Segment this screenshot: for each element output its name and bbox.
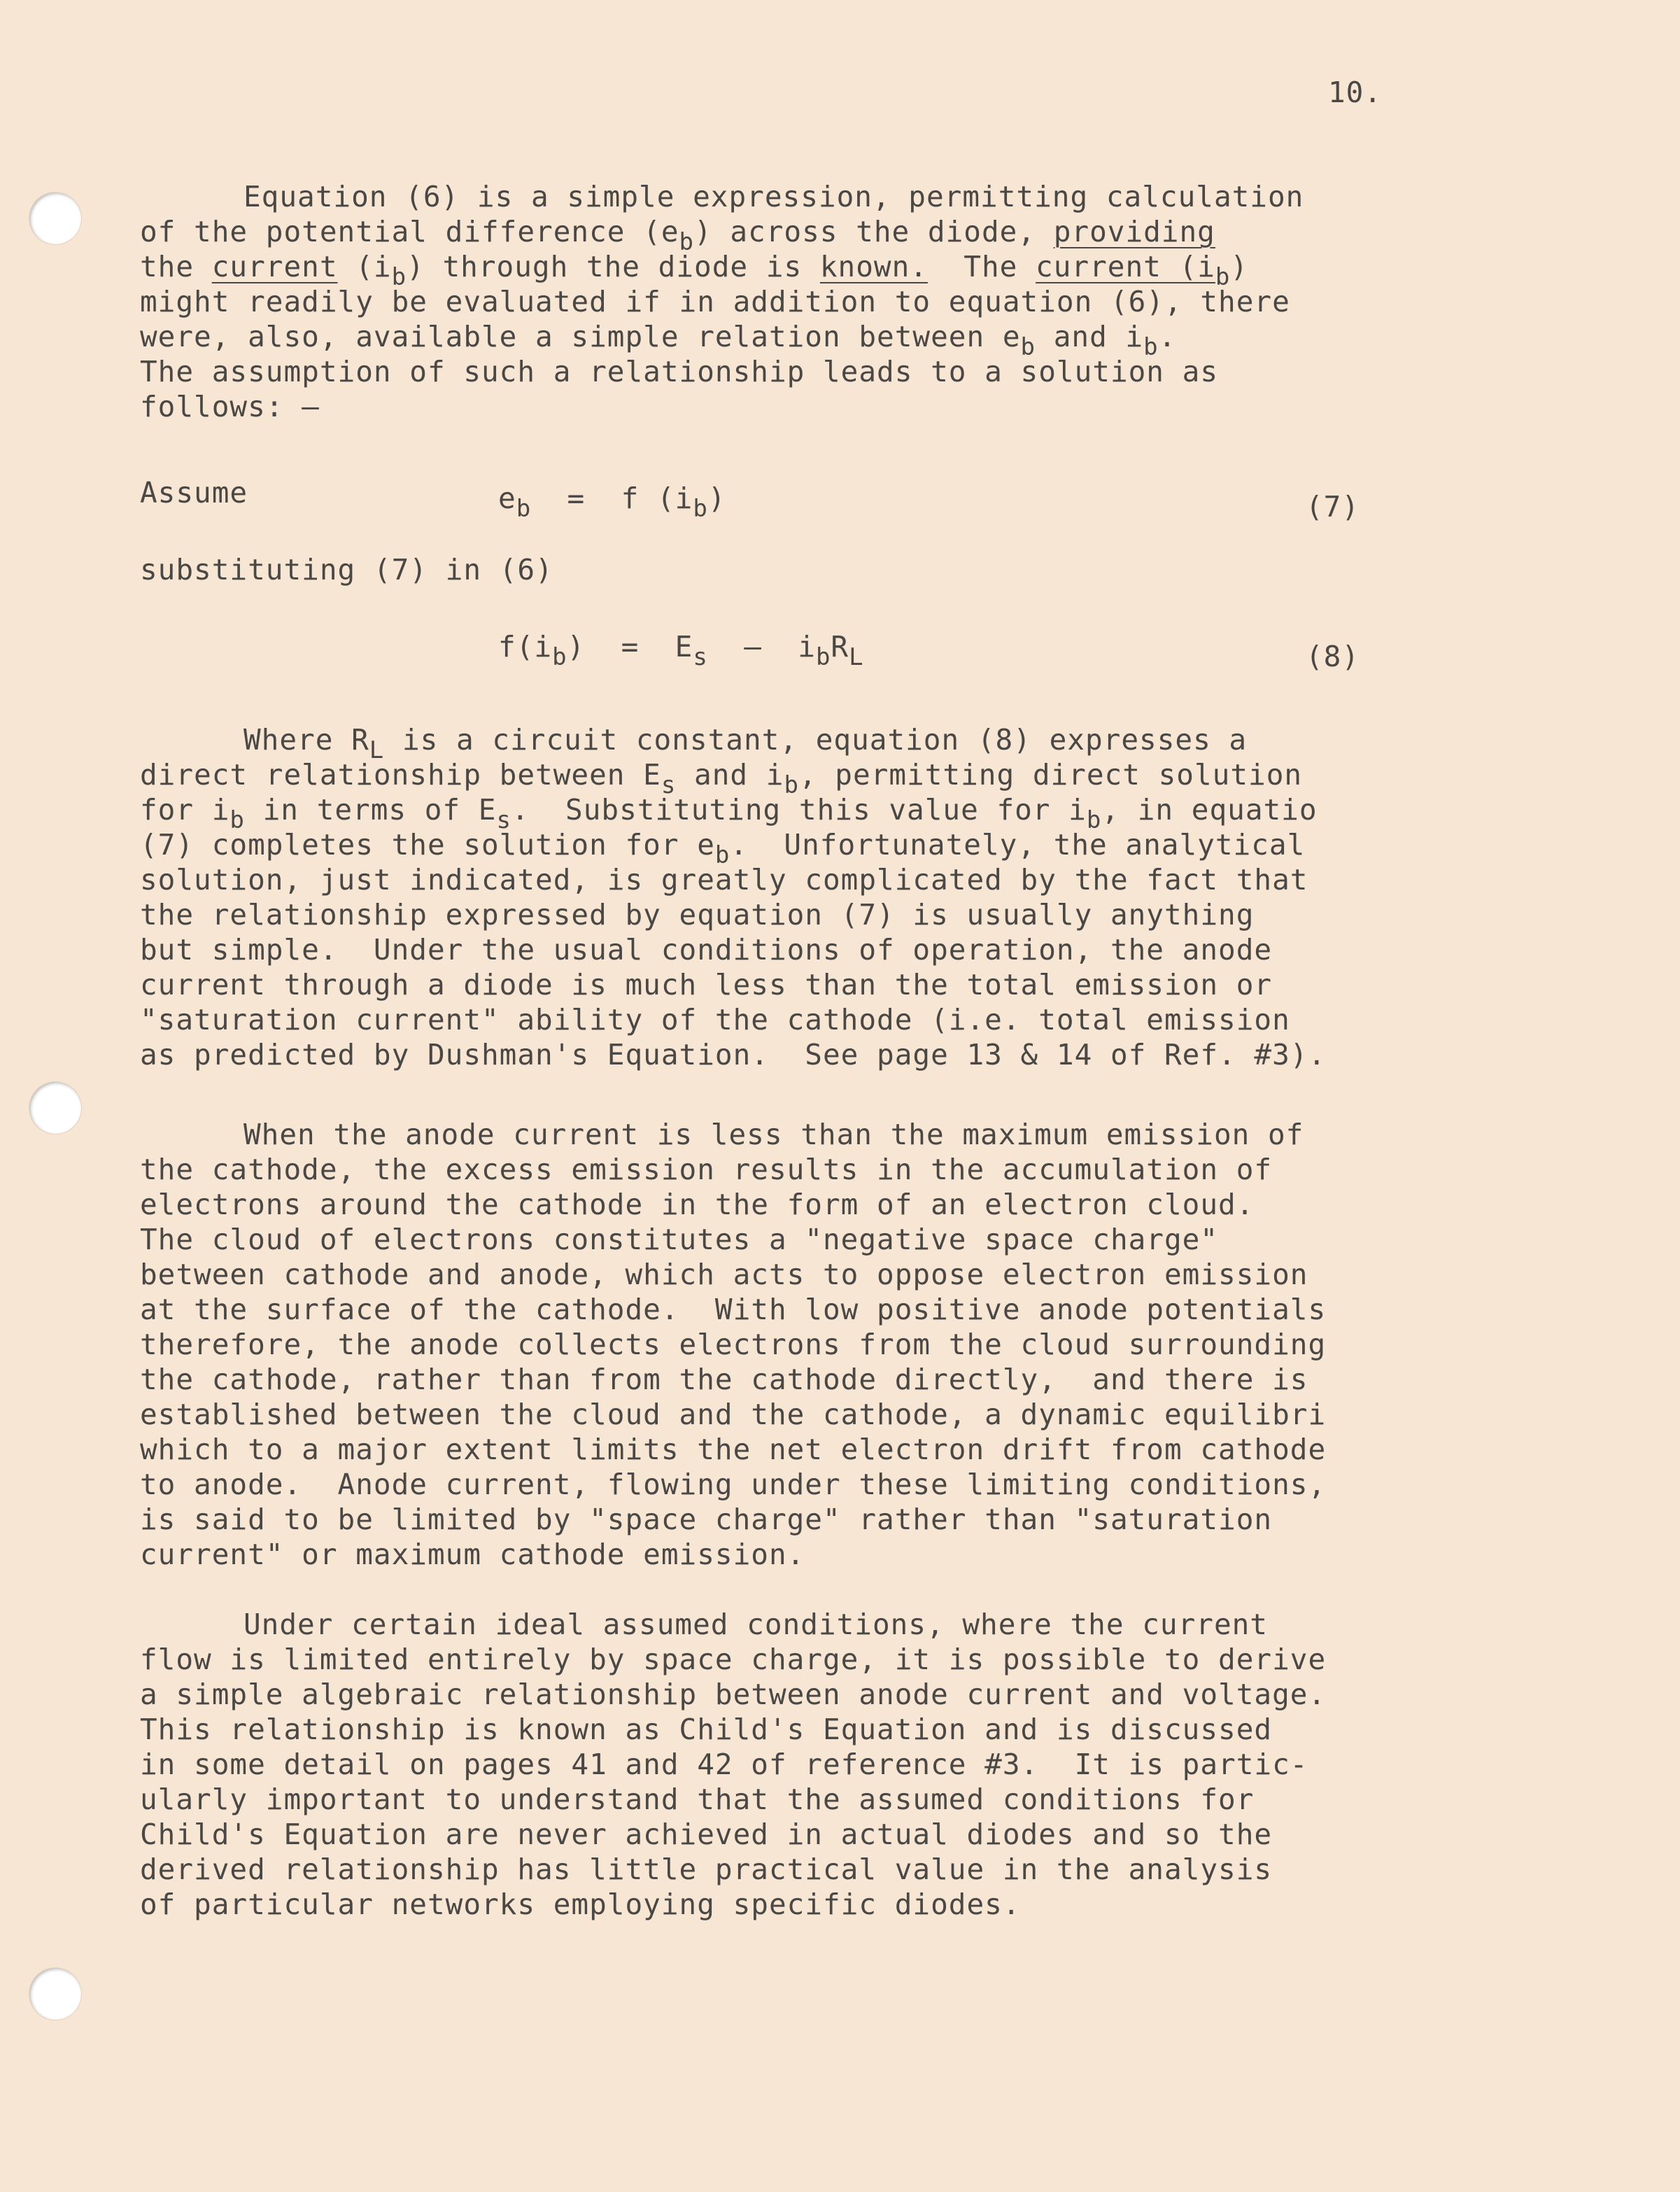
text-line: follows: — xyxy=(140,390,320,423)
text-line: as predicted by Dushman's Equation. See page 13 & 14 of Ref. #3). xyxy=(140,1038,1327,1072)
text-line: established between the cloud and the cathode, a dynamic equilibri xyxy=(140,1398,1327,1431)
binder-hole-middle xyxy=(29,1082,81,1134)
text-line: Under certain ideal assumed conditions, where the current xyxy=(243,1608,1268,1641)
text-line: The cloud of electrons constitutes a "negative space charge" xyxy=(140,1223,1219,1256)
text-line: current through a diode is much less than the total emission or xyxy=(140,968,1273,1002)
equation-8-number: (8) xyxy=(1306,640,1360,673)
text-line: The assumption of such a relationship leads to a solution as xyxy=(140,355,1219,388)
text-line: flow is limited entirely by space charge, it is possible to derive xyxy=(140,1643,1327,1676)
text-line: between cathode and anode, which acts to oppose electron emission xyxy=(140,1258,1308,1291)
text-line: were, also, available a simple relation between $e_b$ and $i_b$. xyxy=(140,320,1177,361)
text-line: but simple. Under the usual conditions of operation, the anode xyxy=(140,933,1273,967)
equation-8: $f(i_b) = E_s$ — $i_bR_L$ xyxy=(498,630,864,671)
text-line: is said to be limited by "space charge" rather than "saturation xyxy=(140,1503,1273,1536)
text-line: at the surface of the cathode. With low positive anode potentials xyxy=(140,1293,1327,1326)
paragraph-4 xyxy=(140,1607,1539,1922)
text-line: the current $(i_b)$ through the diode is known. The current $(i_b)$ xyxy=(140,250,1249,291)
assume-label: Assume xyxy=(140,476,248,510)
text-line: electrons around the cathode in the form of an electron cloud. xyxy=(140,1188,1255,1221)
binder-hole-top xyxy=(29,192,81,244)
page-number: 10. xyxy=(1328,76,1383,109)
text-line: direct relationship between $E_s$ and $i_b$, permitting direct solution xyxy=(140,758,1303,799)
substituting-line: substituting (7) in (6) xyxy=(140,553,553,586)
text-line: "saturation current" ability of the cathode (i.e. total emission xyxy=(140,1003,1290,1037)
text-line: the cathode, rather than from the cathode directly, and there is xyxy=(140,1363,1308,1396)
text-line: This relationship is known as Child's Equation and is discussed xyxy=(140,1713,1273,1746)
text-line: derived relationship has little practical value in the analysis xyxy=(140,1853,1273,1886)
text-line: Where $R_L$ is a circuit constant, equation (8) expresses a xyxy=(243,723,1248,764)
text-line: therefore, the anode collects electrons from the cloud surrounding xyxy=(140,1328,1327,1361)
text-line: to anode. Anode current, flowing under these limiting conditions, xyxy=(140,1468,1327,1501)
text-line: a simple algebraic relationship between anode current and voltage. xyxy=(140,1678,1327,1711)
text-line: current" or maximum cathode emission. xyxy=(140,1538,805,1571)
equation-7-number: (7) xyxy=(1306,490,1360,524)
text-line: for $i_b$ in terms of $E_s$. Substituting this value for $i_b$, in equatio xyxy=(140,793,1318,834)
text-line: the cathode, the excess emission results in the accumulation of xyxy=(140,1153,1273,1186)
text-line: of particular networks employing specific diodes. xyxy=(140,1888,1021,1921)
text-line: (7) completes the solution for $e_b$. Unfortunately, the analytical xyxy=(140,828,1306,869)
paragraph-1 xyxy=(140,179,1539,424)
text-line: might readily be evaluated if in addition to equation (6), there xyxy=(140,285,1290,318)
text-line: the relationship expressed by equation (7) is usually anything xyxy=(140,898,1255,932)
paragraph-3 xyxy=(140,1117,1539,1572)
paragraph-2 xyxy=(140,722,1539,1072)
text-line: in some detail on pages 41 and 42 of reference #3. It is partic- xyxy=(140,1748,1308,1781)
equation-7: $e_b = f$ $(i_b)$ xyxy=(498,482,726,523)
text-line: solution, just indicated, is greatly complicated by the fact that xyxy=(140,863,1308,897)
text-line: Equation (6) is a simple expression, permitting calculation xyxy=(243,180,1304,213)
text-line: Child's Equation are never achieved in actual diodes and so the xyxy=(140,1818,1273,1851)
binder-hole-bottom xyxy=(29,1968,81,2020)
text-line: ularly important to understand that the assumed conditions for xyxy=(140,1783,1255,1816)
text-line: When the anode current is less than the maximum emission of xyxy=(243,1118,1304,1151)
text-line: of the potential difference $(e_b)$ across the diode, providing xyxy=(140,215,1215,256)
text-line: which to a major extent limits the net electron drift from cathode xyxy=(140,1433,1327,1466)
